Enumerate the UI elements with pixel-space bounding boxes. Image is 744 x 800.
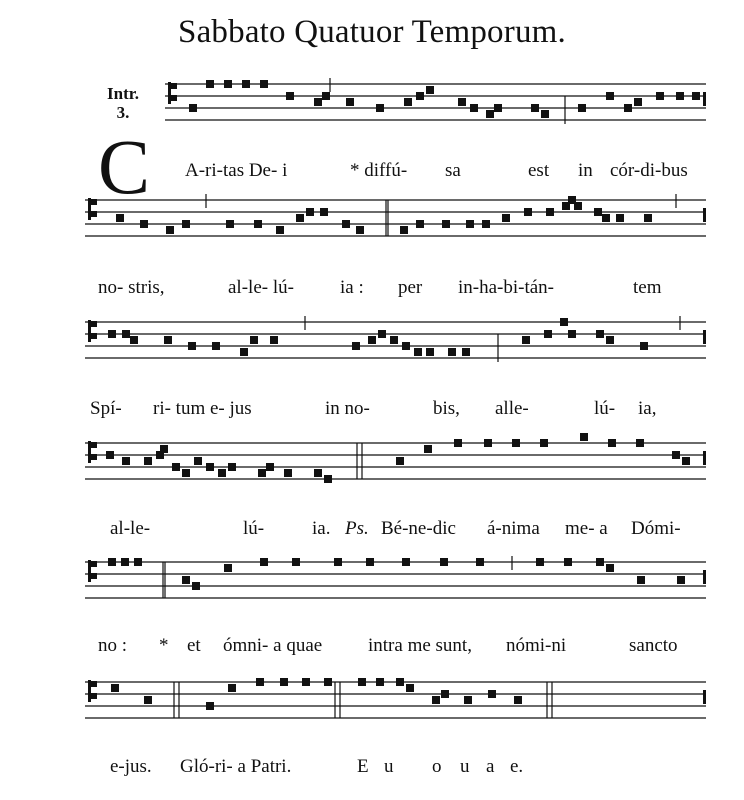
lyric-word: intra me sunt, [368,635,472,656]
neume-note [376,104,384,112]
neume-note [352,342,360,350]
neume-note [426,348,434,356]
neume-note [522,336,530,344]
neume-note [108,330,116,338]
neume-note [320,208,328,216]
lyric-word: in [578,160,593,181]
c-clef-icon [88,198,91,220]
neume-note [134,558,142,566]
c-clef-icon [91,561,97,567]
neume-note [541,110,549,118]
neume-note [482,220,490,228]
lyric-word: A-ri-tas De- i [185,160,288,181]
neume-note [672,451,680,459]
neume-note [292,558,300,566]
lyric-word: * [159,635,169,656]
neume-note [192,582,200,590]
neume-note [488,690,496,698]
c-clef-icon [171,95,177,101]
c-clef-icon [168,82,171,104]
neume-note [189,104,197,112]
neume-note [111,684,119,692]
neume-note [378,330,386,338]
neume-note [358,678,366,686]
neume-note [260,558,268,566]
neume-note [250,336,258,344]
lyric-word: al-le- [110,518,151,539]
custos-icon [703,690,706,704]
c-clef-icon [88,680,91,702]
neume-note [484,439,492,447]
psalm-label: Ps. [345,518,369,539]
lyric-word: cór-di-bus [610,160,688,181]
lyric-word: a [486,756,495,777]
lyric-word: est [528,160,550,181]
neume-note [206,702,214,710]
lyric-word: Dómi- [631,518,681,539]
lyric-word: E [357,756,369,777]
neume-note [637,576,645,584]
neume-note [108,558,116,566]
lyric-word: per [398,277,423,298]
neume-note [486,110,494,118]
neume-note [596,558,604,566]
neume-note [568,330,576,338]
neume-note [606,336,614,344]
lyric-word: e. [510,756,524,777]
neume-note [164,336,172,344]
neume-note [276,226,284,234]
neume-note [182,220,190,228]
neume-note [656,92,664,100]
neume-note [692,92,700,100]
custos-icon [703,208,706,222]
neume-note [602,214,610,222]
neume-note [160,445,168,453]
lyric-word: u [384,756,394,777]
lyric-word: ia, [638,398,657,419]
lyric-word: lú- [594,398,616,419]
neume-note [424,445,432,453]
neume-note [536,558,544,566]
neume-note [448,348,456,356]
c-clef-icon [91,333,97,339]
neume-note [188,342,196,350]
neume-note [644,214,652,222]
neume-note [324,678,332,686]
neume-note [606,92,614,100]
neume-note [462,348,470,356]
neume-note [580,433,588,441]
neume-note [226,220,234,228]
neume-note [182,469,190,477]
neume-note [240,348,248,356]
neume-note [228,684,236,692]
lyric-word: et [187,635,201,656]
neume-note [206,463,214,471]
neume-note [502,214,510,222]
lyric-word: nómi-ni [506,635,567,656]
lyric-word: ri- tum e- jus [153,398,252,419]
neume-note [396,457,404,465]
neume-note [206,80,214,88]
lyric-word: e-jus. [110,756,152,777]
custos-icon [703,330,706,344]
neume-note [224,564,232,572]
neume-note [368,336,376,344]
lyric-word: ia : [340,277,364,298]
neume-note [606,564,614,572]
neume-note [314,469,322,477]
neume-note [266,463,274,471]
neume-note [540,439,548,447]
neume-note [404,98,412,106]
lyric-word: al-le- lú- [228,277,294,298]
lyric-word: no : [98,635,128,656]
neume-note [524,208,532,216]
neume-note [396,678,404,686]
neume-note [242,80,250,88]
neume-note [144,457,152,465]
c-clef-icon [91,442,97,448]
neume-note [106,451,114,459]
neume-note [121,558,129,566]
neume-note [228,463,236,471]
neume-note [376,678,384,686]
neume-note [218,469,226,477]
neume-note [454,439,462,447]
neume-note [531,104,539,112]
neume-note [464,696,472,704]
neume-note [356,226,364,234]
lyric-word: ómni- a quae [223,635,323,656]
neume-note [400,226,408,234]
neume-note [594,208,602,216]
c-clef-icon [91,573,97,579]
lyric-word: u [460,756,470,777]
neume-note [130,336,138,344]
introit-label: Intr. [107,84,139,103]
neume-note [270,336,278,344]
neume-note [324,475,332,483]
neume-note [402,342,410,350]
neume-note [166,226,174,234]
neume-note [122,330,130,338]
neume-note [616,214,624,222]
neume-note [442,220,450,228]
lyric-word: no- stris, [98,277,165,298]
neume-note [254,220,262,228]
neume-note [546,208,554,216]
neume-note [596,330,604,338]
neume-note [280,678,288,686]
c-clef-icon [91,681,97,687]
neume-note [194,457,202,465]
neume-note [172,463,180,471]
neume-note [366,558,374,566]
neume-note [634,98,642,106]
neume-note [406,684,414,692]
lyric-word: lú- [243,518,265,539]
neume-note [144,696,152,704]
c-clef-icon [91,199,97,205]
neume-note [416,220,424,228]
neume-note [466,220,474,228]
neume-note [564,558,572,566]
neume-note [682,457,690,465]
custos-icon [703,451,706,465]
neume-note [494,104,502,112]
neume-note [286,92,294,100]
lyric-word: in no- [325,398,370,419]
neume-note [640,342,648,350]
c-clef-icon [88,441,91,463]
neume-note [608,439,616,447]
neume-note [260,80,268,88]
neume-note [416,92,424,100]
lyric-word: tem [633,277,662,298]
neume-note [302,678,310,686]
neume-note [574,202,582,210]
c-clef-icon [88,560,91,582]
neume-note [306,208,314,216]
neume-note [578,104,586,112]
c-clef-icon [91,454,97,460]
neume-note [258,469,266,477]
neume-note [256,678,264,686]
initial-capital: C [98,123,151,210]
lyric-word: me- a [565,518,608,539]
neume-note [544,330,552,338]
neume-note [676,92,684,100]
lyric-word: bis, [433,398,460,419]
lyric-word: ia. [312,518,331,539]
neume-note [470,104,478,112]
neume-note [624,104,632,112]
neume-note [560,318,568,326]
neume-note [441,690,449,698]
lyric-word: á-nima [487,518,540,539]
c-clef-icon [91,211,97,217]
neume-note [122,457,130,465]
neume-note [322,92,330,100]
neume-note [440,558,448,566]
lyric-word: sa [445,160,461,181]
neume-note [224,80,232,88]
c-clef-icon [91,693,97,699]
page-title: Sabbato Quatuor Temporum. [178,14,566,50]
neume-note [514,696,522,704]
neume-note [677,576,685,584]
neume-note [402,558,410,566]
neume-note [212,342,220,350]
neume-note [182,576,190,584]
mode-number: 3. [116,103,130,122]
lyric-word: Gló-ri- a Patri. [180,756,292,777]
lyric-word: * diffú- [350,160,408,181]
neume-note [426,86,434,94]
custos-icon [703,92,706,106]
neume-note [296,214,304,222]
neume-note [314,98,322,106]
neume-note [116,214,124,222]
custos-icon [703,570,706,584]
c-clef-icon [171,83,177,89]
neume-note [140,220,148,228]
neume-note [284,469,292,477]
neume-note [458,98,466,106]
neume-note [432,696,440,704]
lyric-word: Spí- [90,398,122,419]
lyric-word: Bé-ne-dic [381,518,456,539]
neume-note [390,336,398,344]
lyric-word: alle- [495,398,529,419]
neume-note [476,558,484,566]
c-clef-icon [91,321,97,327]
neume-note [414,348,422,356]
neume-note [346,98,354,106]
neume-note [636,439,644,447]
neume-note [342,220,350,228]
c-clef-icon [88,320,91,342]
neume-note [334,558,342,566]
neume-note [512,439,520,447]
lyric-word: in-ha-bi-tán- [458,277,555,298]
lyric-word: o [432,756,442,777]
lyric-word: sancto [629,635,678,656]
